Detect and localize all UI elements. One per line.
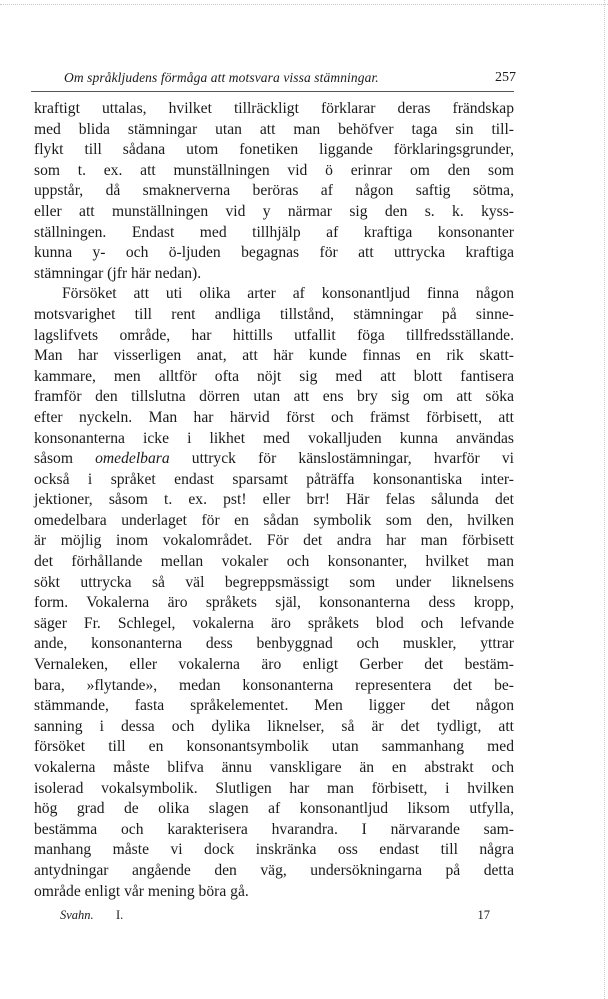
text-line: efter nyckeln. Man har härvid först och främst förbisett, att [34, 408, 514, 426]
body-text [34, 99, 514, 902]
text-line: bestämma och karakterisera hvarandra. I närvarande sam- [34, 820, 514, 838]
page-edge-right [604, 0, 606, 999]
text-line: kunna y- och ö-ljuden begagnas för att uttrycka kraftiga [34, 244, 514, 262]
text-line: flykt till sådana utom fonetiken liggande förklaringsgrunder, [34, 141, 514, 159]
text-line: kammare, men alltför ofta nöjt sig med att blott fantisera [34, 367, 514, 385]
text-line: manhang måste vi dock inskränka oss endast till några [34, 841, 514, 859]
paragraph-end-line: område enligt vår mening böra gå. [34, 882, 249, 900]
text-line: antydningar angående den väg, undersökningarna på detta [34, 861, 514, 879]
text-line: konsonanterna icke i likhet med vokalljuden kunna användas [34, 429, 514, 447]
text-line: ande, konsonanterna dess benbyggnad och muskler, yttrar [34, 635, 514, 653]
text-line: kraftigt uttalas, hvilket tillräckligt förklarar deras frändskap [34, 100, 514, 117]
text-fragment: såsom [34, 450, 73, 468]
text-line: uppstår, då smaknerverna beröras af någon saftig sötma, [34, 182, 514, 200]
text-line: hög grad de olika slagen af konsonantljud liksom utfylla, [34, 800, 514, 818]
text-line: det förhållande mellan vokaler och konsonanter, hvilket man [34, 553, 514, 571]
text-line: sökt uttrycka så väl begreppsmässigt som under liknelsens [34, 573, 514, 591]
signature-mark: Svahn. [60, 908, 94, 922]
text-line: med blida stämningar utan att man behöfver taga sin till- [34, 120, 514, 138]
page-number: 257 [495, 70, 516, 85]
signature-number: I. [116, 908, 124, 922]
text-line: lagslifvets område, har hittills utfallit föga tillfredsställande. [34, 326, 514, 344]
text-line: motsvarighet till rent andliga tillstånd, stämningar på sinne- [34, 305, 514, 323]
text-line: också i språket endast sparsamt påträffa konsonantiska inter- [34, 470, 514, 488]
text-line: Man har visserligen anat, att här kunde finnas en rik skatt- [34, 347, 514, 365]
italic-word: omedelbara [95, 450, 170, 468]
text-line-with-italic [34, 449, 514, 470]
text-line: säger Fr. Schlegel, vokalerna äro språkets blod och lefvande [34, 614, 514, 632]
running-title: Om språkljudens förmåga att motsvara vissa stämningar. [64, 70, 379, 85]
text-line: är möjlig inom vokalområdet. För det andra har man förbisett [34, 532, 514, 550]
header-rule [31, 91, 514, 92]
text-fragment: uttryck för känslostämningar, hvarför vi [191, 450, 514, 468]
text-line: form. Vokalerna äro språkets själ, konsonanterna dess kropp, [34, 594, 514, 612]
text-line: sanning i dessa och dylika liknelser, så är det tydligt, att [34, 717, 514, 735]
sheet-number: 17 [477, 908, 490, 922]
text-line: framför den tillslutna dörren utan att ens bry sig om att söka [34, 388, 514, 406]
running-header [64, 70, 516, 90]
text-line: ställningen. Endast med tillhjälp af kraftiga konsonanter [34, 223, 514, 241]
text-line: jektioner, såsom t. ex. pst! eller brr! Här felas sålunda det [34, 491, 514, 509]
text-line: eller att munställningen vid y närmar sig den s. k. kyss- [34, 202, 514, 220]
text-line: som t. ex. att munställningen vid ö erinrar om den som [34, 161, 514, 179]
text-line: omedelbara underlaget för en sådan symbolik som den, hvilken [34, 511, 514, 529]
paragraph-start-line: Försöket att uti olika arter af konsonantljud finna någon [62, 285, 514, 303]
text-line: försöket till en konsonantsymbolik utan sammanhang med [34, 738, 514, 756]
text-line: Vernaleken, eller vokalerna äro enligt Gerber det bestäm- [34, 656, 514, 674]
paragraph-end-line: stämningar (jfr här nedan). [34, 264, 202, 282]
page-edge-top [0, 4, 608, 6]
text-line: isolerad vokalsymbolik. Slutligen har man förbisett, i hvilken [34, 779, 514, 797]
text-line: bara, »flytande», medan konsonanterna representera det be- [34, 676, 514, 694]
page-footer [60, 908, 490, 926]
text-line: stämmande, fasta språkelementet. Men ligger det någon [34, 697, 514, 715]
text-line: vokalerna måste blifva ännu vanskligare än en abstrakt och [34, 759, 514, 776]
